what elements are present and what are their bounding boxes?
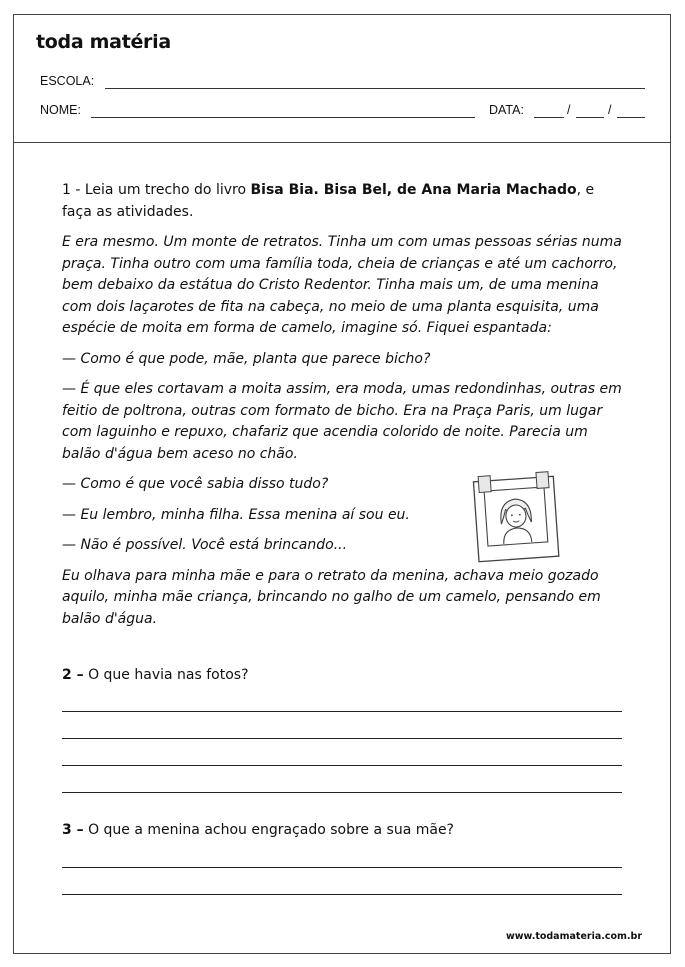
question-text: O que havia nas fotos?: [83, 667, 249, 683]
excerpt-dialog: — Como é que pode, mãe, planta que parece bicho?: [62, 350, 431, 367]
question-number: 3 –: [62, 822, 84, 838]
answer-line[interactable]: [62, 867, 622, 868]
portrait-photo-icon: [466, 471, 566, 563]
answer-line[interactable]: [62, 738, 622, 739]
question-2: [62, 667, 249, 683]
excerpt-dialog: — Eu lembro, minha filha. Essa menina aí sou eu.: [62, 506, 410, 523]
excerpt-paragraph: E era mesmo. Um monte de retratos. Tinha um com umas pessoas sérias numa praça. Tinha outro com uma família toda, cheia de crianças e até um cachorro, bem debaixo da estátua do Cristo Redentor. Tinha mais um, de uma menina com dois laçarotes de fita na cabeça, no meio de uma planta esquisita, uma espécie de moita em forma de camelo, imagine só. Fiquei espantada:: [62, 234, 622, 336]
reading-passage: [62, 180, 627, 639]
question-number: 2 –: [62, 667, 84, 683]
excerpt-paragraph: Eu olhava para minha mãe e para o retrato da menina, achava meio gozado aquilo, minha mãe criança, brincando no galho de um camelo, pensando em balão d'água.: [62, 567, 601, 627]
book-title: Bisa Bia. Bisa Bel, de Ana Maria Machado: [250, 182, 577, 198]
question-1: [62, 180, 627, 223]
answer-line[interactable]: [62, 711, 622, 712]
question-3: [62, 822, 454, 838]
answer-line[interactable]: [62, 792, 622, 793]
date-year-field[interactable]: [617, 117, 645, 118]
excerpt-dialog: — É que eles cortavam a moita assim, era moda, umas redondinhas, outras em feitio de poltrona, outras com formato de bicho. Era na Praça Paris, um lugar com laguinho e repuxo, chafariz que acendia colorido de noite. Parecia um balão d'água bem aceso no chão.: [62, 381, 622, 462]
question-text: Leia um trecho do livro: [84, 182, 251, 198]
question-number: 1 -: [62, 182, 85, 198]
school-label: ESCOLA:: [40, 74, 95, 88]
question-text: O que a menina achou engraçado sobre a sua mãe?: [83, 822, 454, 838]
answer-line[interactable]: [62, 765, 622, 766]
answer-line[interactable]: [62, 894, 622, 895]
footer-url: www.todamateria.com.br: [505, 931, 642, 942]
date-separator: /: [567, 103, 571, 117]
brand-logo: toda matéria: [36, 31, 171, 53]
date-label: DATA:: [489, 103, 524, 117]
header-divider: [13, 142, 671, 143]
date-day-field[interactable]: [534, 117, 564, 118]
excerpt-dialog: — Como é que você sabia disso tudo?: [62, 476, 329, 492]
date-month-field[interactable]: [576, 117, 604, 118]
question-text: , e faça as atividades.: [62, 182, 595, 220]
name-label: NOME:: [40, 103, 81, 117]
excerpt-dialog: — Não é possível. Você está brincando...: [62, 537, 348, 553]
date-separator: /: [608, 103, 612, 117]
name-field[interactable]: [91, 117, 475, 118]
school-field[interactable]: [105, 88, 645, 89]
